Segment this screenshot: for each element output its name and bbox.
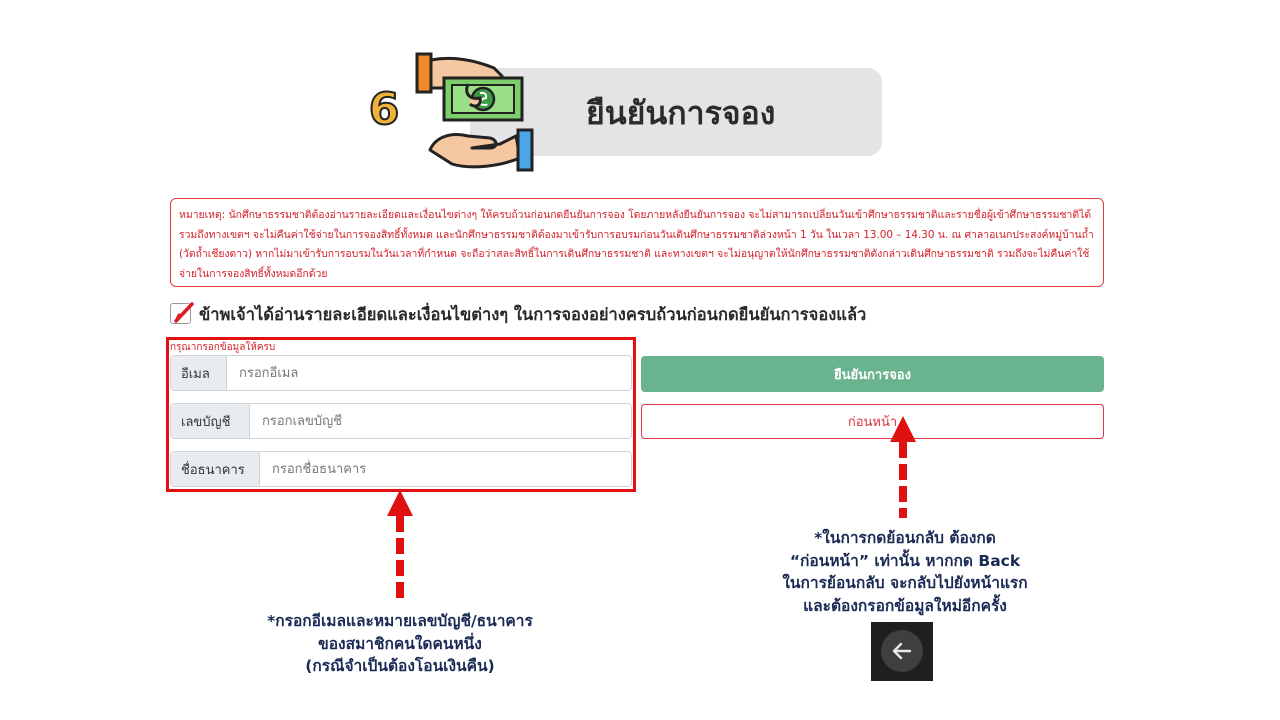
- red-dashed-up-arrow-icon: [889, 416, 917, 520]
- back-arrow-icon: [890, 639, 914, 663]
- consent-label: ข้าพเจ้าได้อ่านรายละเอียดและเงื่อนไขต่างๆ ในการจองอย่างครบถ้วนก่อนกดยืนยันการจองแล้ว: [199, 305, 867, 324]
- confirm-booking-button[interactable]: ยืนยันการจอง: [641, 356, 1104, 392]
- bank-label: ชื่อธนาคาร: [171, 452, 260, 486]
- annotation-line: *กรอกอีเมลและหมายเลขบัญชี/ธนาคาร: [267, 612, 533, 630]
- check-mark-icon: [173, 301, 195, 325]
- red-dashed-up-arrow-icon: [386, 490, 414, 600]
- back-key: [871, 622, 933, 681]
- annotation-line: ของสมาชิกคนใดคนหนึ่ง: [318, 634, 482, 653]
- account-input-group: [170, 403, 632, 439]
- consent-checkbox[interactable]: [170, 303, 191, 324]
- booking-notice: หมายเหตุ: นักศึกษาธรรมชาติต้องอ่านรายละเอียดและเงื่อนไขต่างๆ ให้ครบถ้วนก่อนกดยืนยันการจอง โดยภายหลังยืนยันการจอง จะไม่สามารถเปลี่ยนวันเข้าศึกษาธรรมชาติและรายชื่อผู้เข้าศึกษาธรรมชาติได้ รวมถึงทางเขตฯ จะไม่คืนค่าใช้จ่ายในการจองสิทธิ์ทั้งหมด และนักศึกษาธรรมชาติต้องมาเข้ารับการอบรมก่อนวันเดินศึกษาธรรมชาติล่วงหน้า 1 วัน ในเวลา 13.00 – 14.30 น. ณ ศาลาอเนกประสงค์หมู่บ้านถ้ำ (วัดถ้ำเชียงดาว) หากไม่มาเข้ารับการอบรมในวันเวลาที่กำหนด จะถือว่าสละสิทธิ์ในการเดินศึกษาธรรมชาติ และทางเขตฯ จะไม่อนุญาตให้นักศึกษาธรรมชาติดังกล่าวเดินศึกษาธรรมชาติ รวมถึงจะไม่คืนค่าใช้จ่ายในการจองสิทธิ์ทั้งหมดอีกด้วย: [170, 198, 1104, 287]
- page-title: ยืนยันการจอง: [586, 94, 776, 132]
- annotation-left: [230, 610, 570, 678]
- annotation-line: *ในการกดย้อนกลับ ต้องกด: [814, 529, 996, 547]
- email-field[interactable]: [227, 356, 631, 390]
- annotation-line: “ก่อนหน้า” เท่านั้น หากกด Back: [789, 551, 1021, 570]
- annotation-line: (กรณีจำเป็นต้องโอนเงินคืน): [305, 657, 495, 675]
- step-number: 6: [368, 84, 400, 135]
- money-exchange-icon: [412, 48, 540, 176]
- annotation-right: [740, 527, 1070, 617]
- email-label: อีเมล: [171, 356, 227, 390]
- email-input-group: [170, 355, 632, 391]
- bank-name-field[interactable]: [260, 452, 631, 486]
- previous-button[interactable]: ก่อนหน้า: [641, 404, 1104, 439]
- annotation-line: และต้องกรอกข้อมูลใหม่อีกครั้ง: [803, 596, 1007, 615]
- account-number-field[interactable]: [250, 404, 631, 438]
- account-label: เลขบัญชี: [171, 404, 250, 438]
- annotation-line: ในการย้อนกลับ จะกลับไปยังหน้าแรก: [782, 574, 1028, 592]
- form-warning: กรุณากรอกข้อมูลให้ครบ: [170, 342, 276, 353]
- bank-input-group: [170, 451, 632, 487]
